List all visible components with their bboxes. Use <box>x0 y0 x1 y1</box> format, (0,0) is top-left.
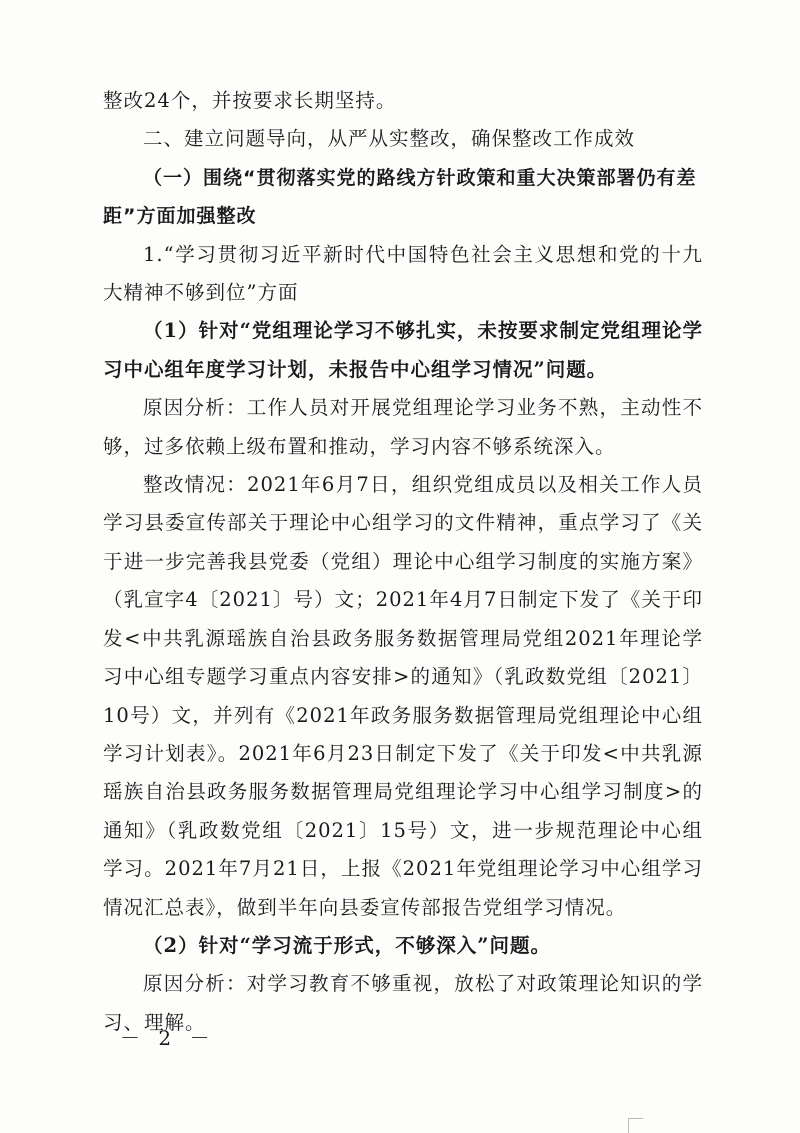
cause-analysis-2: 原因分析：对学习教育不够重视，放松了对政策理论知识的学习、理解。 <box>103 972 703 1034</box>
issue-item-1: （1）针对“党组理论学习不够扎实，未按要求制定党组理论学习中心组年度学习计划，未报告中心组学习情况”问题。 <box>103 319 703 381</box>
subsection-heading: （一）围绕“贯彻落实党的路线方针政策和重大决策部署仍有差距”方面加强整改 <box>103 166 697 228</box>
paragraph-continued: 整改24个，并按要求长期坚持。 <box>103 89 397 112</box>
document-body <box>103 82 703 1042</box>
rectification-status-1: 整改情况：2021年6月7日，组织党组成员以及相关工作人员学习县委宣传部关于理论中心组学习的文件精神，重点学习了《关于进一步完善我县党委（党组）理论中心组学习制度的实施方案》（乳宣字4〔2021〕号）文；2021年4月7日制定下发了《关于印发<中共乳源瑶族自治县政务服务数据管理局党组2021年理论学习中心组专题学习重点内容安排>的通知》（乳政数党组〔2021〕10号）文，并列有《2021年政务服务数据管理局党组理论中心组学习计划表》。2021年6月23日制定下发了《关于印发<中共乳源瑶族自治县政务服务数据管理局党组理论学习中心组学习制度>的通知》（乳政数党组〔2021〕15号）文，进一步规范理论中心组学习。2021年7月21日，上报《2021年党组理论学习中心组学习情况汇总表》，做到半年向县委宣传部报告党组学习情况。 <box>103 473 703 919</box>
item-heading: 1.“学习贯彻习近平新时代中国特色社会主义思想和党的十九大精神不够到位”方面 <box>103 242 703 305</box>
page-number: － 2 － <box>120 1026 216 1050</box>
issue-item-2: （2）针对“学习流于形式，不够深入”问题。 <box>143 933 552 957</box>
crop-mark <box>628 1118 643 1133</box>
section-heading: 二、建立问题导向，从严从实整改，确保整改工作成效 <box>143 127 636 151</box>
cause-analysis-1: 原因分析：工作人员对开展党组理论学习业务不熟，主动性不够，过多依赖上级布置和推动，学习内容不够系统深入。 <box>103 396 703 458</box>
